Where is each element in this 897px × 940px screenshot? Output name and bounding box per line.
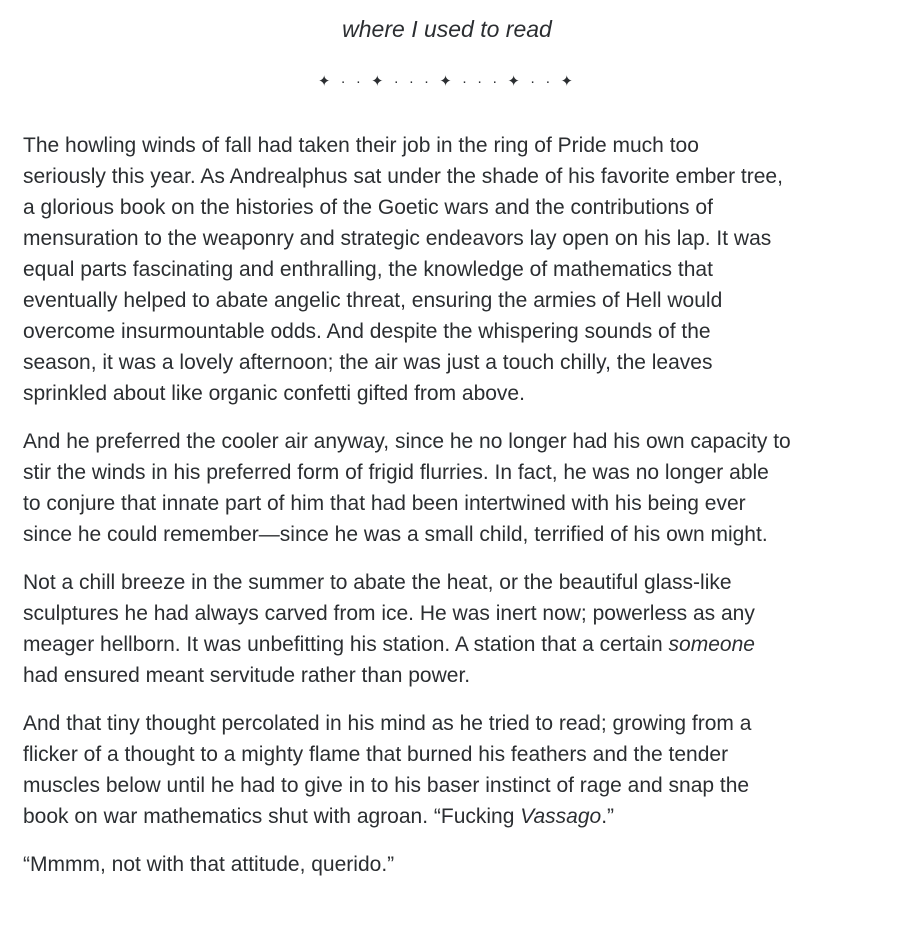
story-text: flicker of a thought to a mighty flame that burned his feathers and the tender [23, 743, 729, 766]
story-text: .” [601, 805, 615, 828]
story-text: sprinkled about like organic confetti gifted from above. [23, 382, 525, 405]
story-paragraph [23, 130, 871, 409]
story-text: And that tiny thought percolated in his mind as he tried to read; growing from a [23, 712, 752, 735]
story-text: book on war mathematics shut with agroan. “Fucking [23, 805, 521, 828]
story-text: meager hellborn. It was unbefitting his station. A station that a certain [23, 633, 669, 656]
story-text: sculptures he had always carved from ice. He was inert now; powerless as any [23, 602, 755, 625]
emphasized-text: Vassago [520, 805, 602, 828]
story-text: since he could remember—since he was a small child, terrified of his own might. [23, 523, 768, 546]
emphasized-text: someone [668, 633, 755, 656]
story-text: stir the winds in his preferred form of frigid flurries. In fact, he was no longer able [23, 461, 769, 484]
story-text: “Mmmm, not with that attitude, querido.” [23, 853, 395, 876]
story-paragraph [23, 567, 871, 691]
story-text: equal parts fascinating and enthralling, the knowledge of mathematics that [23, 258, 713, 281]
story-paragraph [23, 849, 871, 880]
story-text: a glorious book on the histories of the Goetic wars and the contributions of [23, 196, 713, 219]
story-text: mensuration to the weaponry and strategic endeavors lay open on his lap. It was [23, 227, 772, 250]
story-text: eventually helped to abate angelic threat, ensuring the armies of Hell would [23, 289, 723, 312]
story-text: had ensured meant servitude rather than power. [23, 664, 471, 687]
story-text: muscles below until he had to give in to his baser instinct of rage and snap the [23, 774, 750, 797]
story-text: Not a chill breeze in the summer to abate the heat, or the beautiful glass-like [23, 571, 732, 594]
story-text: season, it was a lovely afternoon; the air was just a touch chilly, the leaves [23, 351, 713, 374]
story-paragraph [23, 426, 871, 550]
story-text: And he preferred the cooler air anyway, since he no longer had his own capacity to [23, 430, 791, 453]
decorative-star-divider: ✦ · · ✦ · · · ✦ · · · ✦ · · ✦ [317, 73, 577, 90]
story-paragraph [23, 708, 871, 832]
story-text: overcome insurmountable odds. And despite the whispering sounds of the [23, 320, 711, 343]
story-text: The howling winds of fall had taken their job in the ring of Pride much too [23, 134, 699, 157]
story-body [23, 130, 871, 880]
chapter-title: where I used to read [342, 16, 552, 42]
story-text: seriously this year. As Andrealphus sat under the shade of his favorite ember tree, [23, 165, 783, 188]
story-text: to conjure that innate part of him that had been intertwined with his being ever [23, 492, 746, 515]
